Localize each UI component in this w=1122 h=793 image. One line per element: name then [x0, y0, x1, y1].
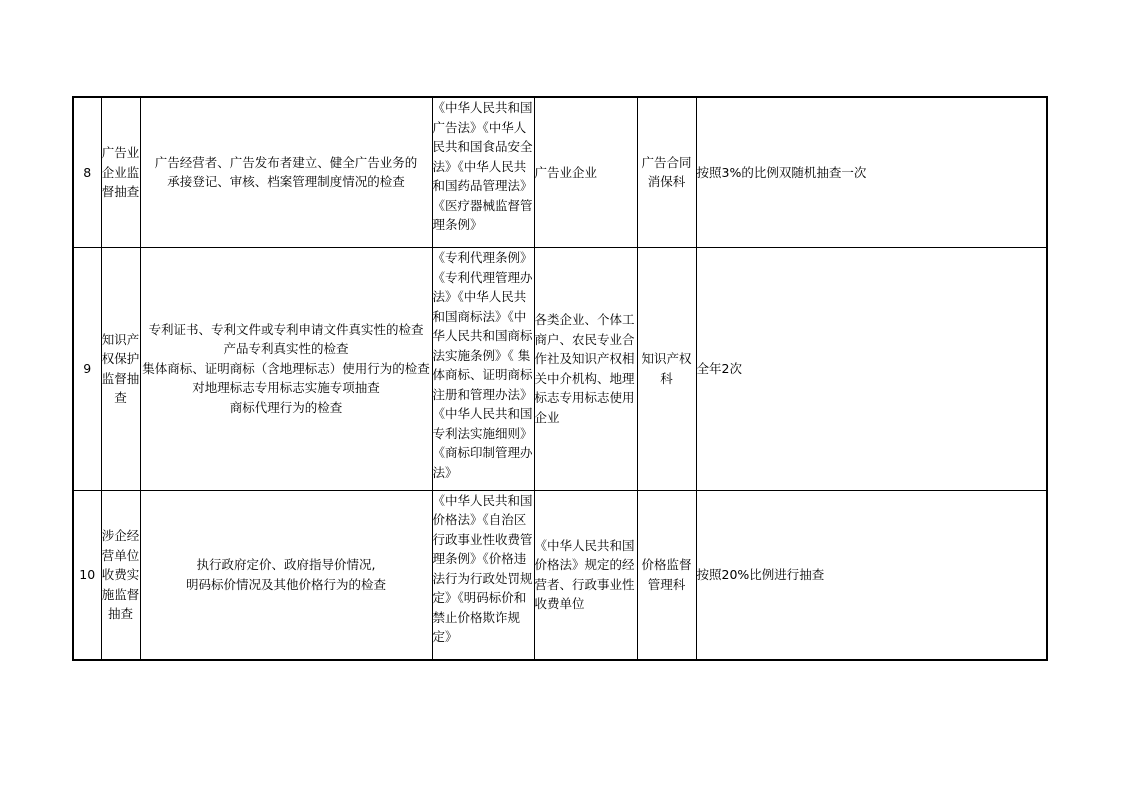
- row-number: 10: [73, 490, 101, 660]
- content-line: 商标代理行为的检查: [229, 399, 343, 415]
- responsible-department: 知识产权科: [637, 247, 696, 490]
- legal-basis-text: 《专利代理条例》《专利代理管理办法》《中华人民共和国商标法》《中华人民共和国商标法实施条例》《 集体商标、证明商标注册和管理办法》《中华人民共和国专利法实施细则》《商标印制管理办法》: [432, 250, 533, 480]
- content-line: 集体商标、证明商标（含地理标志）使用行为的检查: [142, 360, 430, 376]
- content-line: 广告经营者、广告发布者建立、健全广告业务的: [154, 154, 418, 170]
- sampling-ratio: 全年2次: [696, 247, 1047, 490]
- content-line: 明码标价情况及其他价格行为的检查: [185, 576, 386, 592]
- legal-basis: [432, 97, 534, 247]
- inspection-table: [72, 96, 1048, 661]
- row-number: 8: [73, 97, 101, 247]
- legal-basis: [432, 490, 534, 660]
- inspection-object: 各类企业、个体工商户、农民专业合作社及知识产权相关中介机构、地理标志专用标志使用企业: [534, 247, 637, 490]
- content-line: 专利证书、专利文件或专利申请文件真实性的检查: [148, 321, 424, 337]
- content-line: 对地理标志专用标志实施专项抽查: [192, 380, 380, 396]
- inspection-content: [140, 97, 432, 247]
- legal-basis-text: 《中华人民共和国价格法》《自治区行政事业性收费管理条例》《价格违法行为行政处罚规定》《明码标价和禁止价格欺诈规定》: [432, 492, 533, 645]
- row-number: 9: [73, 247, 101, 490]
- table-row: [73, 97, 1047, 247]
- legal-basis: [432, 247, 534, 490]
- responsible-department: 价格监督管理科: [637, 490, 696, 660]
- content-line: 产品专利真实性的检查: [223, 341, 349, 357]
- responsible-department: 广告合同消保科: [637, 97, 696, 247]
- sampling-ratio: 按照20%比例进行抽查: [696, 490, 1047, 660]
- inspection-content: [140, 490, 432, 660]
- inspection-item: 涉企经营单位收费实施监督抽查: [101, 490, 140, 660]
- table-row: [73, 490, 1047, 660]
- inspection-object: 广告业企业: [534, 97, 637, 247]
- sampling-ratio: 按照3%的比例双随机抽查一次: [696, 97, 1047, 247]
- inspection-object: 《中华人民共和国价格法》规定的经营者、行政事业性收费单位: [534, 490, 637, 660]
- content-line: 执行政府定价、政府指导价情况,: [196, 557, 376, 573]
- table-row: [73, 247, 1047, 490]
- legal-basis-text: 《中华人民共和国广告法》《中华人民共和国食品安全法》《中华人民共和国药品管理法》《医疗器械监督管理条例》: [432, 100, 533, 233]
- inspection-item: 知识产权保护监督抽查: [101, 247, 140, 490]
- inspection-item: 广告业企业监督抽查: [101, 97, 140, 247]
- content-line: 承接登记、审核、档案管理制度情况的检查: [167, 174, 405, 190]
- inspection-content: [140, 247, 432, 490]
